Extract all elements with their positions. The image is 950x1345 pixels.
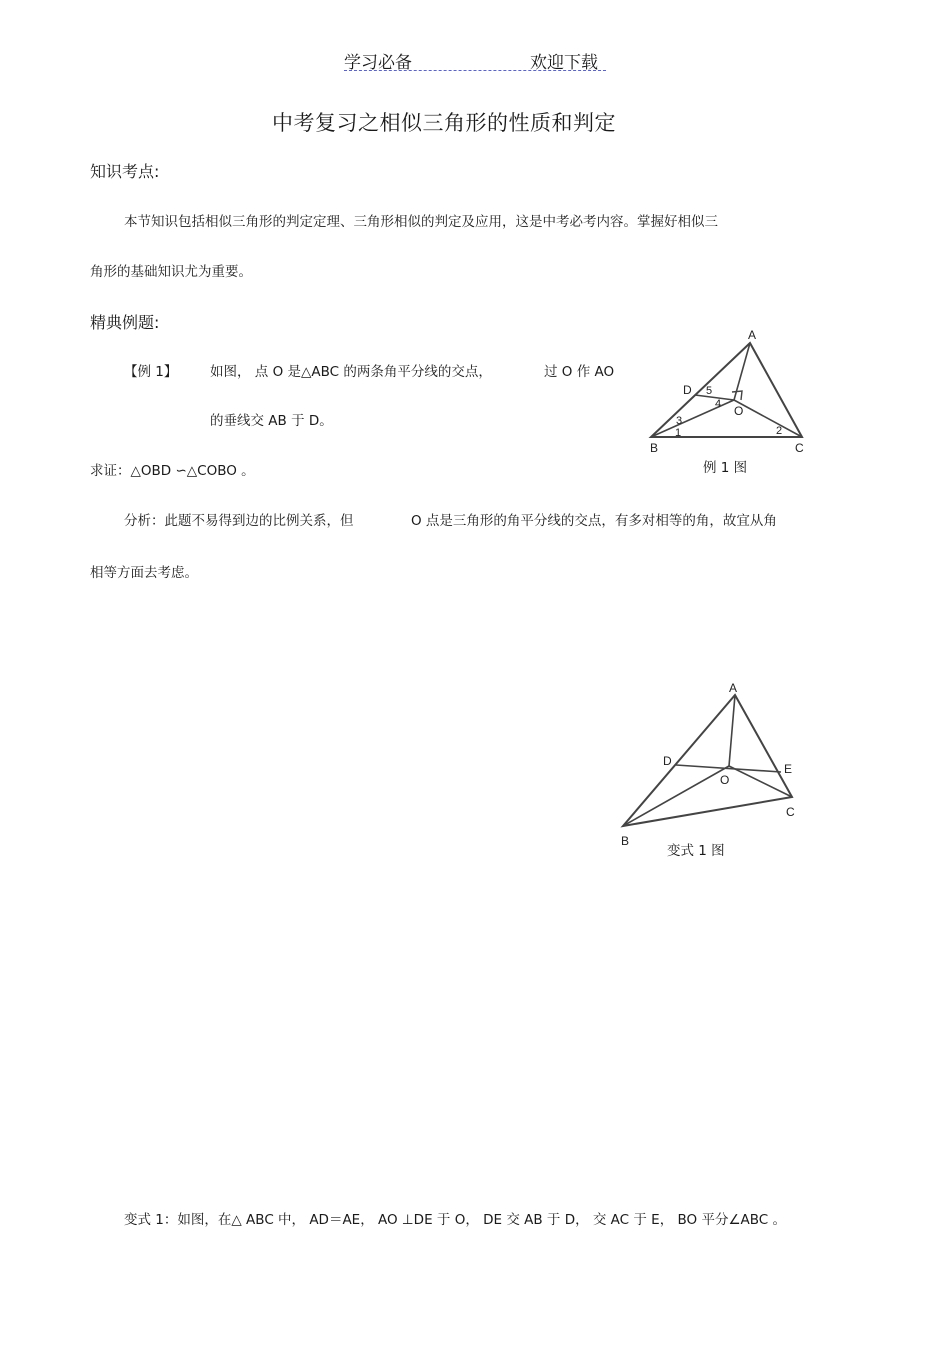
- fig2-label-b: B: [621, 834, 630, 848]
- fig1-label-d: D: [683, 383, 692, 397]
- fig1-label-a: A: [748, 328, 757, 342]
- fig1-angle-2: 2: [776, 425, 783, 437]
- fig1-triangle-abc: [651, 343, 802, 437]
- example-1-prove: 求证：△OBD ∽△COBO 。: [90, 463, 255, 479]
- variant-1-figure-caption: 变式 1 图: [667, 843, 725, 859]
- fig1-segment-bo: [651, 400, 734, 437]
- example-1-figure-caption: 例 1 图: [703, 460, 748, 476]
- header-dashed-rule: [344, 70, 606, 71]
- fig2-label-d: D: [663, 754, 672, 768]
- example-1-analysis-2: O 点是三角形的角平分线的交点，有多对相等的角，故宜从角: [411, 513, 777, 529]
- page-title: 中考复习之相似三角形的性质和判定: [272, 111, 616, 135]
- fig1-label-c: C: [795, 441, 804, 455]
- header-left-text: 学习必备: [344, 53, 412, 73]
- examples-heading: 精典例题:: [90, 313, 160, 332]
- example-1-analysis-3: 相等方面去考虑。: [90, 565, 198, 581]
- variant-1-figure: [612, 678, 812, 848]
- fig2-label-o: O: [720, 773, 730, 787]
- fig1-angle-3: 3: [676, 415, 683, 427]
- fig2-label-c: C: [786, 805, 795, 819]
- fig2-segment-ao: [729, 695, 735, 766]
- example-1-tag: 【例 1】: [124, 364, 178, 380]
- fig2-label-a: A: [729, 681, 738, 695]
- header-right-text: 欢迎下载: [530, 53, 598, 73]
- fig1-label-o: O: [734, 404, 744, 418]
- fig2-triangle-abc: [623, 695, 792, 826]
- fig1-angle-4: 4: [715, 398, 722, 410]
- example-1-analysis-1: 分析：此题不易得到边的比例关系，但: [124, 513, 354, 529]
- knowledge-heading: 知识考点:: [90, 162, 160, 181]
- fig2-label-e: E: [784, 762, 793, 776]
- knowledge-line-1: 本节知识包括相似三角形的判定定理、三角形相似的判定及应用，这是中考必考内容。掌握好相似三: [124, 214, 718, 230]
- example-1-text-3: 的垂线交 AB 于 D。: [210, 413, 333, 429]
- fig1-angle-5: 5: [706, 385, 713, 397]
- fig1-right-angle-mark: [732, 391, 742, 400]
- variant-1-text: 变式 1：如图，在△ ABC 中， AD＝AE， AO ⊥DE 于 O， DE 交 AB 于 D， 交 AC 于 E， BO 平分∠ABC 。: [124, 1212, 787, 1228]
- knowledge-line-2: 角形的基础知识尤为重要。: [90, 264, 252, 280]
- fig1-label-b: B: [650, 441, 659, 455]
- example-1-text-2: 过 O 作 AO: [544, 364, 615, 380]
- fig1-angle-1: 1: [675, 427, 682, 439]
- example-1-text-1: 如图， 点 O 是△ABC 的两条角平分线的交点，: [210, 364, 492, 380]
